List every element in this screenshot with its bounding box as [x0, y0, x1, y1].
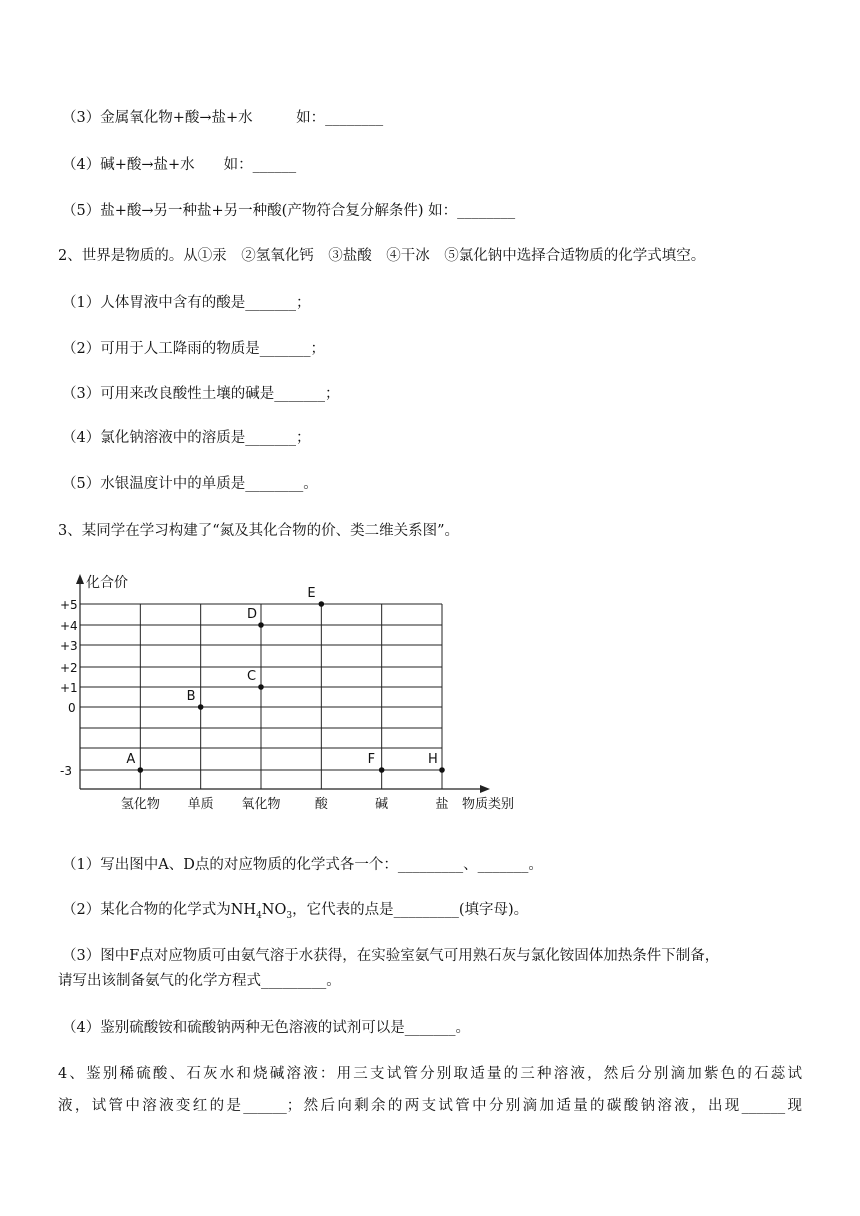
point-label-F: F	[367, 752, 376, 767]
y-tick-label: +1	[60, 681, 78, 695]
point-label-C: C	[247, 669, 257, 684]
valence-category-chart	[58, 572, 538, 822]
reaction-rule-5: （5）盐+酸→另一种盐+另一种酸(产物符合复分解条件) 如：________	[62, 203, 516, 219]
y-tick-label: +5	[60, 598, 78, 612]
x-category-label: 碱	[375, 797, 389, 812]
question-2-item-3: （3）可用来改良酸性土壤的碱是_______；	[62, 386, 340, 402]
point-label-B: B	[186, 689, 196, 704]
point-D	[258, 622, 264, 628]
question-3-item-3-line-1: （3）图中F点对应物质可由氨气溶于水获得，在实验室氨气可用熟石灰与氯化铵固体加热条件下制备，	[62, 948, 720, 964]
y-tick-label: +3	[60, 639, 78, 653]
chart-y-axis-label: 化合价	[86, 575, 128, 591]
point-label-D: D	[247, 607, 258, 622]
x-category-label: 酸	[314, 797, 328, 812]
x-category-label: 氢化物	[120, 797, 160, 812]
x-category-label: 单质	[187, 797, 214, 812]
question-4-line-2: 液，试管中溶液变红的是______；然后向剩余的两支试管中分别滴加适量的碳酸钠溶液，出现______现	[58, 1098, 802, 1114]
point-E	[319, 601, 325, 607]
y-tick-label: 0	[68, 701, 76, 715]
y-tick-label: +4	[60, 619, 78, 633]
chart-x-axis-label: 物质类别	[462, 797, 515, 812]
question-2-item-5: （5）水银温度计中的单质是________。	[62, 476, 318, 492]
x-category-label: 盐	[435, 797, 449, 812]
question-3-item-4: （4）鉴别硫酸铵和硫酸钠两种无色溶液的试剂可以是_______。	[62, 1020, 470, 1036]
y-tick-label: +2	[60, 661, 78, 675]
point-label-E: E	[307, 586, 316, 601]
point-label-H: H	[428, 752, 438, 767]
y-tick-label: -3	[60, 764, 72, 778]
chart-x-categories	[121, 796, 449, 812]
question-3-item-1: （1）写出图中A、D点的对应物质的化学式各一个：_________、_______。	[62, 857, 543, 873]
reaction-rule-3: （3）金属氧化物+酸→盐+水 如：________	[62, 110, 384, 126]
x-category-label: 氧化物	[241, 797, 281, 812]
question-3-item-2: （2）某化合物的化学式为$NH_4NO_3$，它代表的点是_________(填字母)。	[62, 902, 529, 921]
question-2-item-1: （1）人体胃液中含有的酸是_______；	[62, 295, 311, 311]
question-2-item-2: （2）可用于人工降雨的物质是_______；	[62, 341, 325, 357]
x-axis-arrow	[480, 785, 490, 793]
question-2-stem: 2、世界是物质的。从①汞 ②氢氧化钙 ③盐酸 ④干冰 ⑤氯化钠中选择合适物质的化学式填空。	[58, 248, 706, 264]
point-C	[258, 684, 264, 690]
point-H	[439, 767, 445, 773]
reaction-rule-4: （4）碱+酸→盐+水 如：______	[62, 157, 297, 173]
question-2-item-4: （4）氯化钠溶液中的溶质是_______；	[62, 430, 311, 446]
point-B	[198, 704, 204, 710]
chart-y-ticks	[60, 598, 78, 778]
point-label-A: A	[126, 752, 136, 767]
question-3-item-3-line-2: 请写出该制备氨气的化学方程式_________。	[58, 973, 341, 989]
question-3-stem: 3、某同学在学习构建了“氮及其化合物的价、类二维关系图”。	[58, 523, 460, 539]
chart-points	[126, 586, 444, 773]
point-F	[379, 767, 385, 773]
y-axis-arrow	[76, 574, 84, 584]
question-4-line-1: 4、鉴别稀硫酸、石灰水和烧碱溶液：用三支试管分别取适量的三种溶液，然后分别滴加紫色的石蕊试	[58, 1066, 802, 1082]
point-A	[138, 767, 144, 773]
